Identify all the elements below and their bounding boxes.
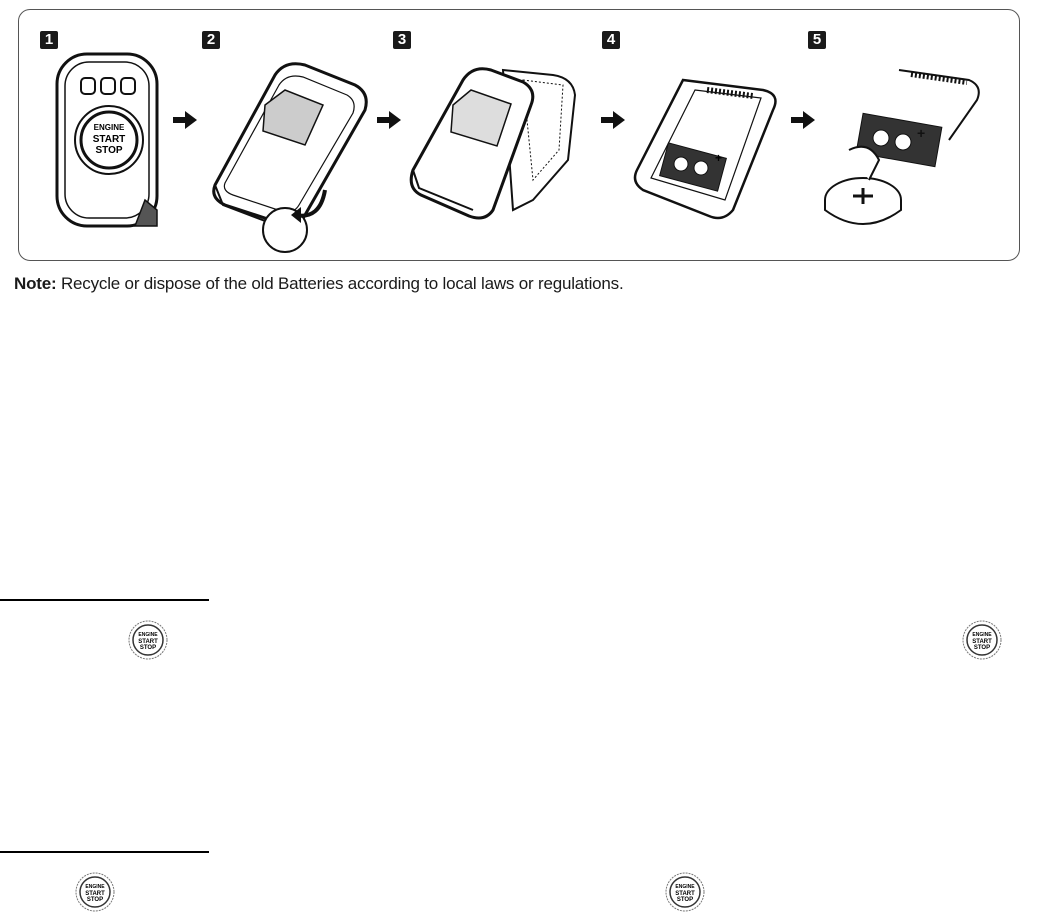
battery-replacement-panel bbox=[18, 9, 1020, 261]
arrow-right-icon bbox=[375, 110, 403, 130]
insert-new-battery-illustration bbox=[799, 60, 999, 235]
separate-fob-halves-illustration bbox=[403, 50, 603, 230]
recycle-note bbox=[14, 274, 623, 294]
engine-start-stop-icon bbox=[75, 872, 115, 912]
open-fob-remove-battery-illustration bbox=[205, 55, 375, 255]
svg-text:STOP: STOP bbox=[973, 645, 991, 651]
engine-start-stop-icon bbox=[665, 872, 705, 912]
svg-text:ENGINE: ENGINE bbox=[675, 884, 695, 890]
svg-text:ENGINE: ENGINE bbox=[138, 632, 158, 638]
step-badge-1: 1 bbox=[40, 31, 58, 49]
fob-label-start: START bbox=[92, 134, 126, 145]
note-label: Note: bbox=[14, 274, 57, 293]
open-battery-compartment-illustration bbox=[623, 60, 793, 230]
engine-start-stop-icon bbox=[128, 620, 168, 660]
note-text: Recycle or dispose of the old Batteries according to local laws or regulations. bbox=[56, 274, 624, 293]
step-badge-4: 4 bbox=[602, 31, 620, 49]
svg-text:STOP: STOP bbox=[676, 897, 694, 903]
step-badge-3: 3 bbox=[393, 31, 411, 49]
svg-text:START: START bbox=[85, 891, 105, 897]
svg-text:ENGINE: ENGINE bbox=[85, 884, 105, 890]
step-badge-5: 5 bbox=[808, 31, 826, 49]
svg-text:START: START bbox=[138, 639, 158, 645]
fob-label-stop: STOP bbox=[95, 145, 123, 156]
section-rule-1 bbox=[0, 599, 209, 601]
svg-text:START: START bbox=[675, 891, 695, 897]
svg-text:START: START bbox=[972, 639, 992, 645]
fob-label-engine: ENGINE bbox=[93, 123, 125, 132]
section-rule-2 bbox=[0, 851, 209, 853]
key-fob-front-illustration bbox=[49, 50, 169, 230]
step-badge-2: 2 bbox=[202, 31, 220, 49]
arrow-right-icon bbox=[171, 110, 199, 130]
svg-text:+: + bbox=[715, 151, 723, 165]
engine-start-stop-icon bbox=[962, 620, 1002, 660]
svg-text:STOP: STOP bbox=[139, 645, 157, 651]
svg-text:+: + bbox=[917, 125, 926, 141]
svg-text:STOP: STOP bbox=[86, 897, 104, 903]
svg-text:ENGINE: ENGINE bbox=[972, 632, 992, 638]
